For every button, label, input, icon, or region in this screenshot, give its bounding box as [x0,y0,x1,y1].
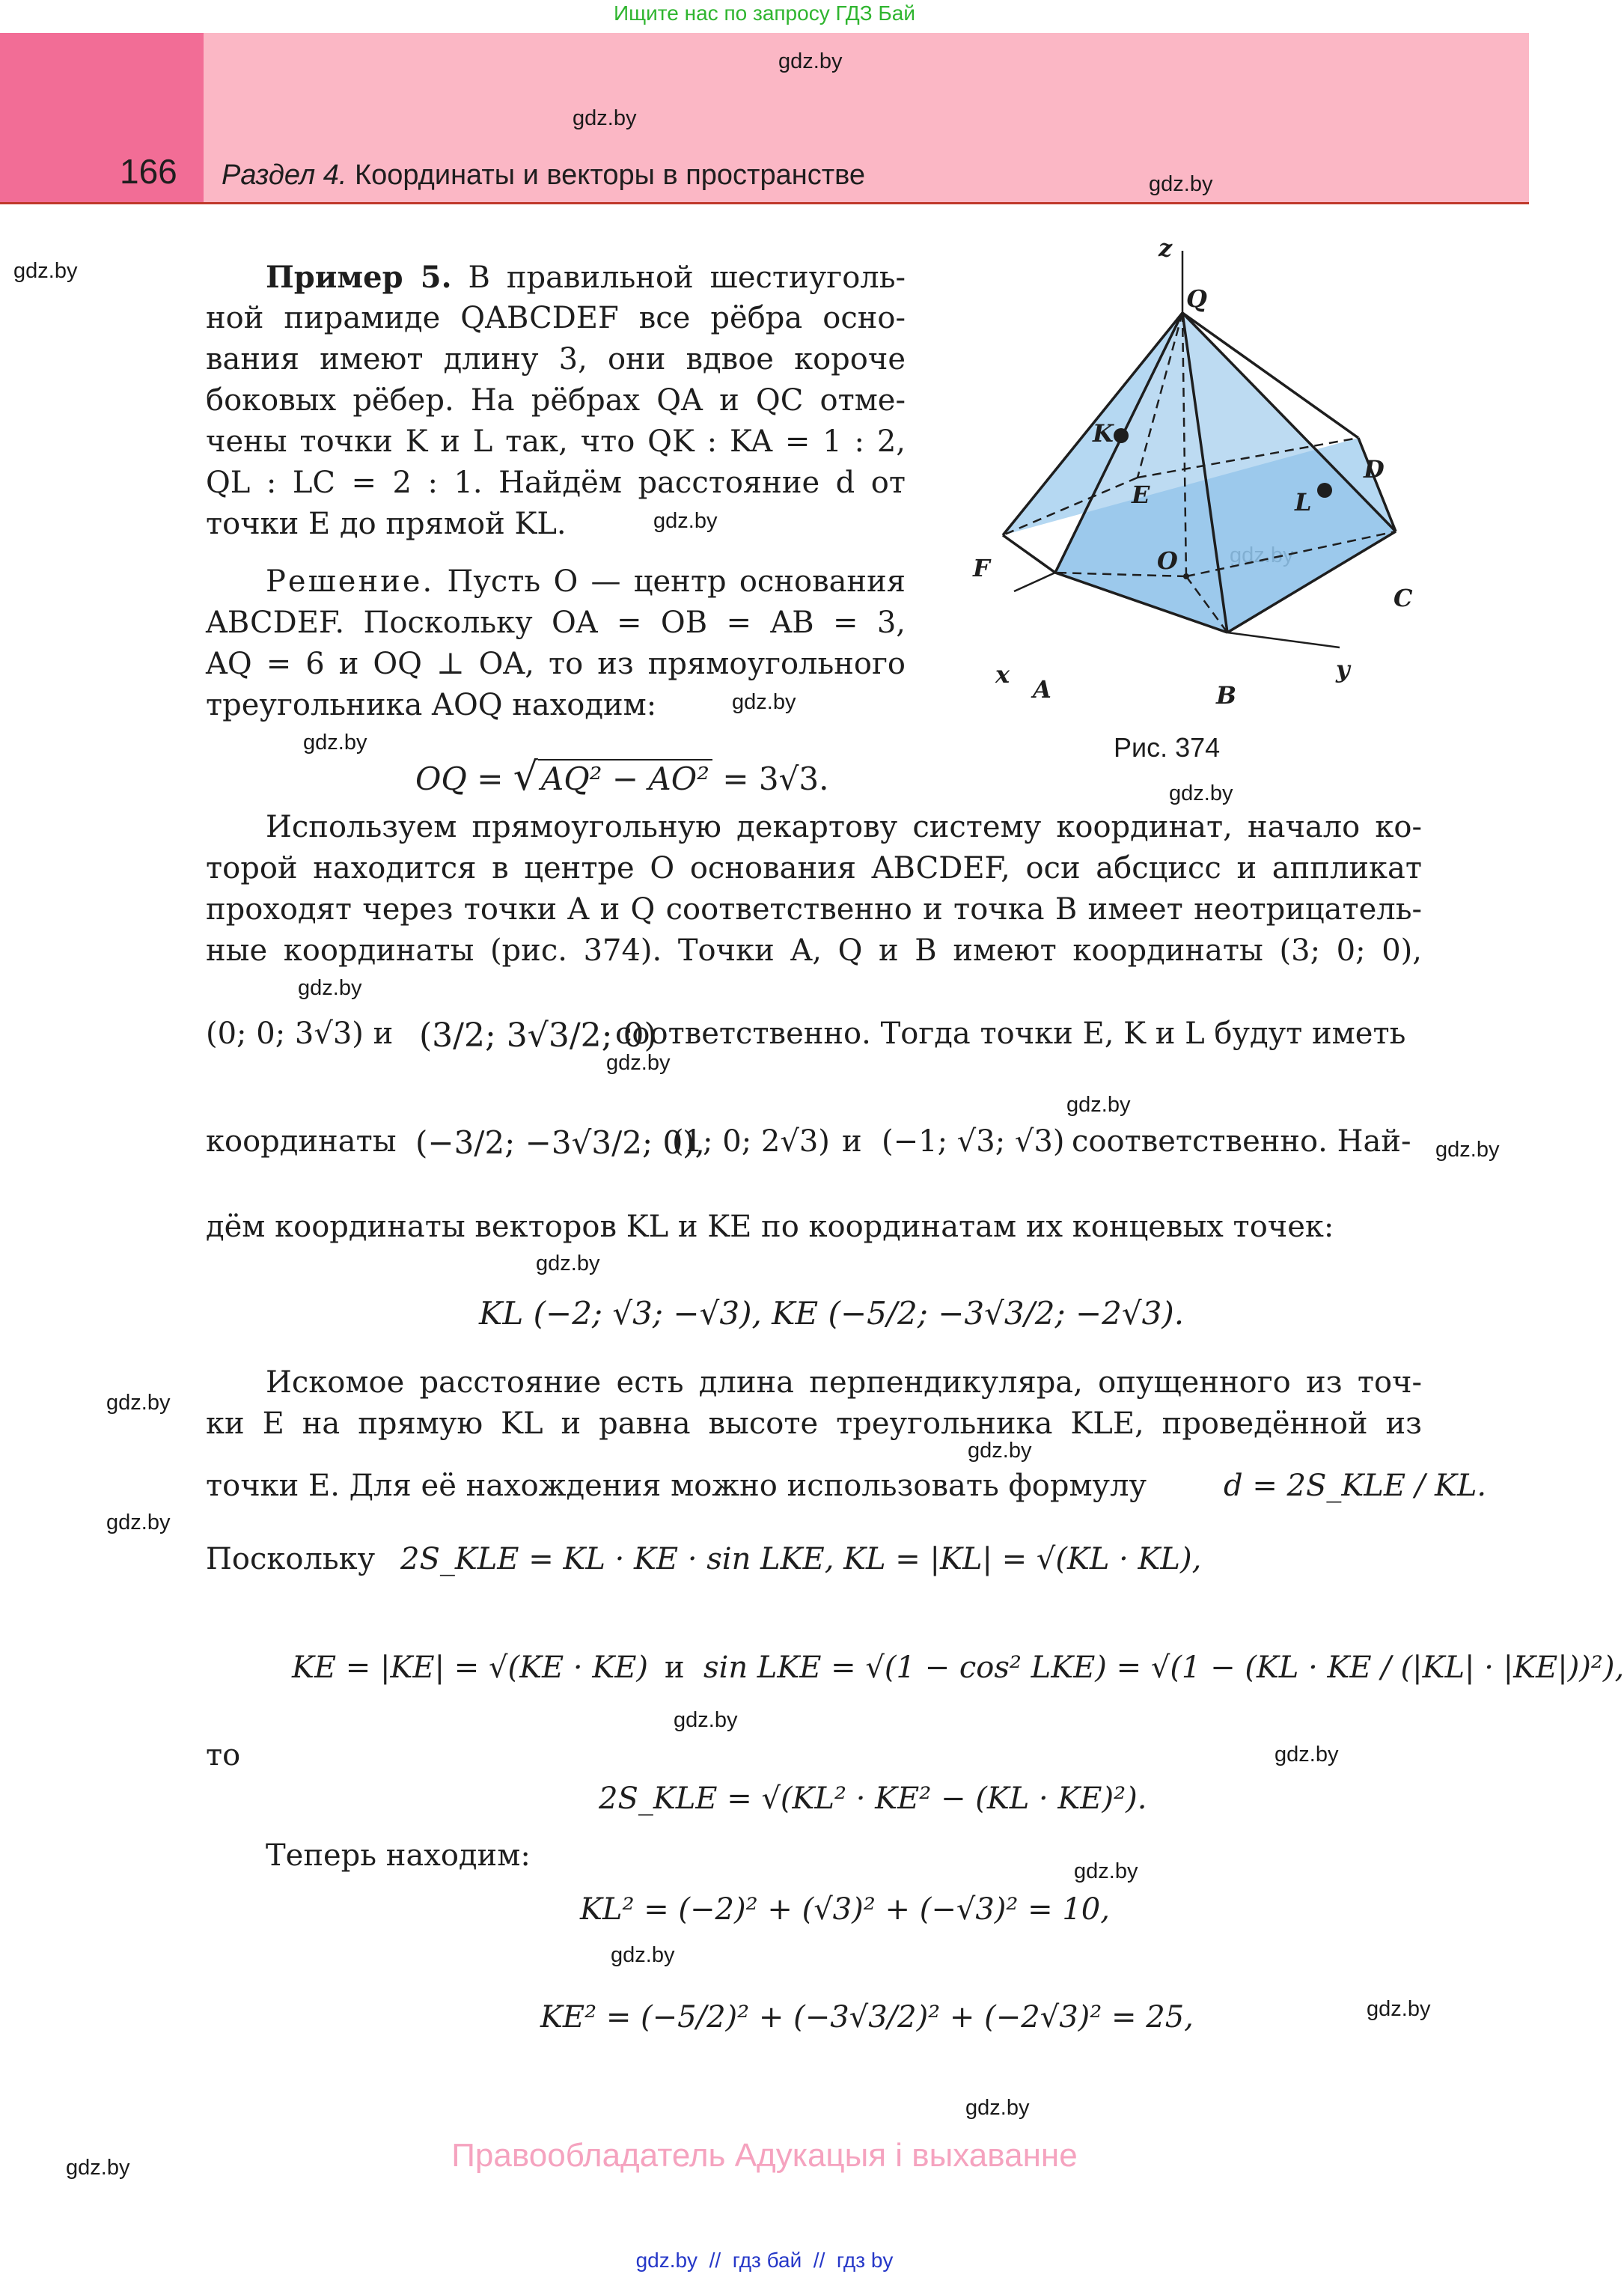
solution-paragraph [206,561,906,726]
watermark: gdz.by [674,1708,738,1732]
formula-sin: sin LKE = √(1 − cos² LKE) = √(1 − (KL · KE / (|KL| · |KE|))²), [703,1650,1624,1685]
example-paragraph [206,257,906,545]
watermark: gdz.by [1435,1138,1500,1162]
text-line: точки E до прямой KL. [206,507,567,541]
formula-ke: KE = |KE| = √(KE · KE) [292,1650,649,1685]
figure-caption: Рис. 374 [1114,732,1221,763]
body-text: координаты [206,1124,397,1159]
watermark: gdz.by [106,1511,171,1534]
formula-ke2: KE² = (−5/2)² + (−3√3/2)² + (−2√3)² = 25, [540,2000,1194,2034]
text-line: QL : LC = 2 : 1. Найдём расстояние d от [206,466,906,500]
text-line: ные координаты (рис. 374). Точки A, Q и B имеют координаты (3; 0; 0), [206,933,1422,968]
watermark: gdz.by [573,106,637,130]
pyramid-figure [935,234,1444,763]
watermark: gdz.by [536,1252,600,1275]
solution-label: Решение. [266,564,435,599]
text-line: ной пирамиде QABCDEF все рёбра осно- [206,301,906,335]
body-text: Теперь находим: [266,1838,531,1873]
formula-kl2: KL² = (−2)² + (√3)² + (−√3)² = 10, [580,1892,1110,1927]
section-name: Координаты и векторы в пространстве [355,159,866,191]
watermark: gdz.by [1074,1859,1138,1883]
formula-oq: OQ = √AQ² − AO² = 3√3. [415,755,829,799]
label-d: D [1364,455,1385,484]
label-q: Q [1186,284,1207,313]
watermark: gdz.by [653,509,718,533]
point-k [1114,428,1129,443]
page-number: 166 [120,152,177,191]
text-line: Искомое расстояние есть длина перпендикуляра, опущенного из точ- [266,1365,1422,1400]
body-paragraph-3 [206,1362,1422,1445]
watermark: gdz.by [13,259,78,283]
footer-links[interactable]: gdz.by // гдз бай // гдз by [635,2249,894,2272]
text-line: ABCDEF. Поскольку OA = OB = AB = 3, [206,606,906,640]
text-line: AQ = 6 и OQ ⊥ OA, то из прямоугольного [206,647,906,681]
label-k: K [1093,419,1114,448]
text-line: ки E на прямую KL и равна высоте треугольника KLE, проведённой из [206,1406,1422,1441]
point-l [1317,483,1332,498]
watermark: gdz.by [303,731,367,755]
text-line: боковых рёбер. На рёбрах QA и QC отме- [206,383,906,418]
watermark: gdz.by [732,690,796,714]
section-title [222,159,865,192]
body-text: точки E. Для её нахождения можно использовать формулу [206,1469,1147,1503]
label-z: z [1159,234,1173,262]
label-f: F [973,554,990,582]
coords-q: (0; 0; 3√3) и [206,1016,394,1051]
text-line: проходят через точки A и Q соответственно и точка B имеет неотрицатель- [206,892,1422,927]
label-y: y [1336,655,1350,683]
watermark: gdz.by [298,976,362,1000]
watermark: gdz.by [778,49,843,73]
point-o [1183,573,1189,579]
watermark: gdz.by [1169,781,1233,805]
watermark: gdz.by [1066,1093,1131,1117]
text-line: чены точки K и L так, что QK : KA = 1 : 2, [206,424,906,459]
label-e: E [1132,481,1150,509]
example-label: Пример 5. [266,260,452,295]
coords-b: (3/2; 3√3/2; 0) [419,1016,657,1055]
watermark: gdz.by [1367,1997,1431,2021]
formula-area-final: 2S_KLE = √(KL² · KE² − (KL · KE)²). [599,1781,1147,1816]
watermark: gdz.by [606,1051,671,1075]
coords-e: (−3/2; −3√3/2; 0), [415,1124,705,1161]
body-text: соответственно. Тогда точки E, K и L будут иметь [615,1016,1406,1051]
formula-vectors: KL (−2; √3; −√3), KE (−5/2; −3√3/2; −2√3). [479,1295,1185,1332]
coords-l: (−1; √3; √3) [882,1124,1065,1159]
text-line: Используем прямоугольную декартову систему координат, начало ко- [266,810,1422,844]
watermark: gdz.by [965,2096,1030,2120]
formula-area: 2S_KLE = KL · KE · sin LKE, KL = |KL| = √(KL · KL), [400,1542,1202,1576]
label-a: A [1033,675,1051,704]
text-line: вания имеют длину 3, они вдвое короче [206,342,906,377]
body-text: Поскольку [206,1542,376,1576]
text-line: треугольника AOQ находим: [206,688,657,722]
body-text: и [665,1650,685,1685]
watermark: gdz.by [611,1943,675,1967]
watermark: gdz.by [968,1439,1032,1463]
header-rule [0,202,1529,204]
body-text: соответственно. Най- [1072,1124,1411,1159]
label-c: C [1393,584,1413,612]
body-text: дём координаты векторов KL и KE по координатам их концевых точек: [206,1210,1334,1244]
label-b: B [1216,681,1237,710]
text-line: Пример 5. В правильной шестиуголь- [266,260,906,295]
watermark: gdz.by [106,1391,171,1415]
label-l: L [1295,488,1312,516]
watermark: gdz.by [1275,1743,1339,1767]
coords-k: (1; 0; 2√3) [672,1124,830,1159]
top-banner[interactable]: Ищите нас по запросу ГДЗ Бай [613,1,916,25]
formula-d: d = 2S_KLE / KL. [1224,1469,1487,1503]
text-line: торой находится в центре O основания ABCDEF, оси абсцисс и аппликат [206,851,1422,886]
watermark: gdz.by [66,2156,130,2180]
text-line: Решение. Пусть O — центр основания [266,564,906,599]
body-text: то [206,1738,241,1773]
label-x: x [995,660,1010,689]
watermark: gdz.by [1149,172,1213,196]
body-text: и [842,1124,862,1159]
copyright-notice: Правообладатель Адукацыя і выхаванне [451,2137,1078,2174]
section-label: Раздел 4. [222,159,347,191]
label-o: O [1157,546,1178,575]
body-paragraph-1 [206,807,1422,972]
